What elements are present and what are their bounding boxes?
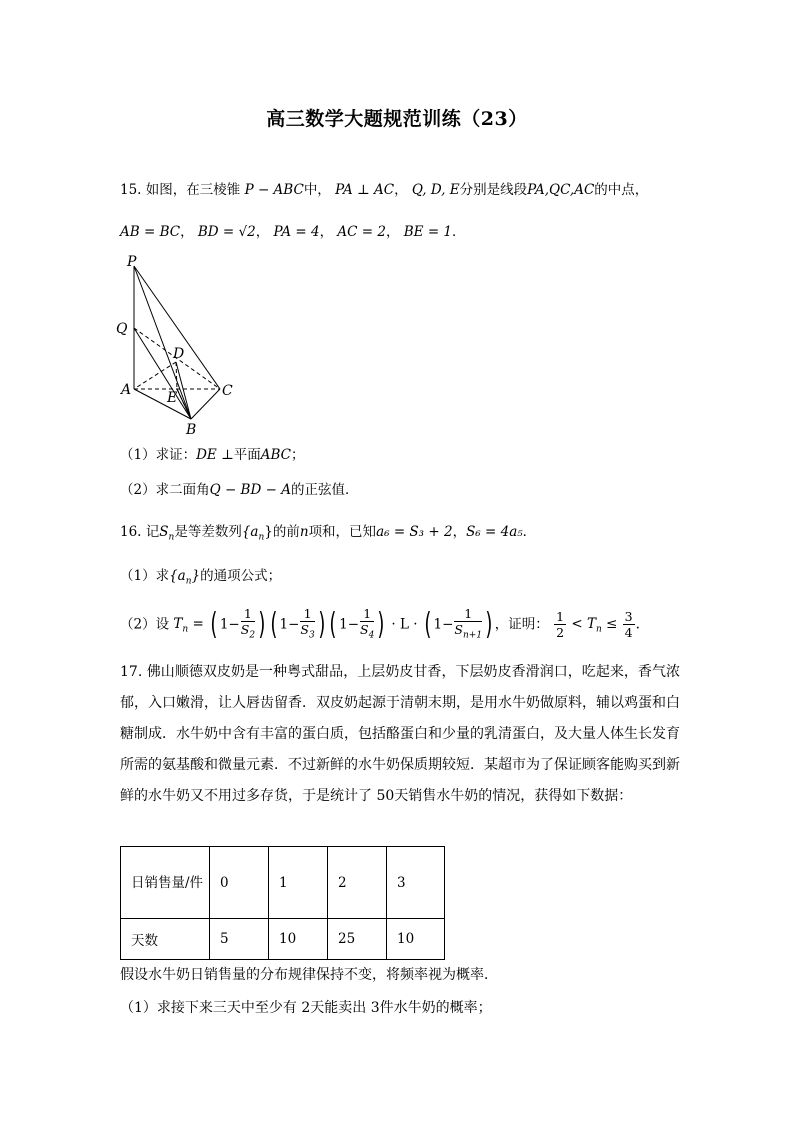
table-cell: 1 — [269, 847, 328, 919]
table-cell: 3 — [387, 847, 445, 919]
edge-BC — [191, 389, 220, 419]
label-P: P — [127, 254, 137, 270]
label-C: C — [222, 383, 233, 399]
q17-assumption: 假设水牛奶日销售量的分布规律保持不变，将频率视为概率． — [120, 967, 498, 983]
table-cell: 0 — [210, 847, 269, 919]
table-cell: 日销售量/件 — [121, 847, 210, 919]
tetrahedron-figure — [110, 252, 250, 437]
label-Q: Q — [116, 321, 128, 337]
page-title: 高三数学大题规范训练（23） — [266, 108, 528, 130]
edge-PC — [134, 266, 220, 389]
label-B: B — [186, 422, 197, 437]
table-cell: 5 — [210, 919, 269, 960]
q16-stem: 16. 记$S_n$是等差数列$\{a_n\}$的前n项和，已知a₆ = S₃ + 2，S₆ = 4a₅． — [120, 524, 537, 543]
table-row — [121, 847, 445, 919]
table-cell: 2 — [328, 847, 387, 919]
q16-part2: （2）设 $T_n$ = ( 1− $\frac{1}{S_2}$ ) ( 1− $\frac{1}{S_3}$ ) ( 1− $\frac{1}{S_4}$ ) · L · ( 1− $\frac{1}{S_{n+1}}$ ) ，证明： $\frac{1}{2}$ < $T_n$ ≤ $\frac{3}{4}$ . — [120, 606, 640, 642]
q16-part1: （1）求$\{a_n\}$的通项公式； — [120, 568, 282, 587]
label-A: A — [121, 382, 132, 398]
edge-AB — [134, 389, 191, 419]
q15-part2: （2）求二面角Q − BD − A的正弦值． — [120, 482, 359, 498]
table-row — [121, 919, 445, 960]
table-cell: 天数 — [121, 919, 210, 960]
label-E: E — [167, 390, 178, 406]
q17-paragraph: 17. 佛山顺德双皮奶是一种粤式甜品，上层奶皮甘香，下层奶皮香滑润口，吃起来，香气浓郁，入口嫩滑，让人唇齿留香．双皮奶起源于清朝末期，是用水牛奶做原料，辅以鸡蛋和白糖制成．水牛奶中含有丰富的蛋白质，包括酪蛋白和少量的乳清蛋白，及大量人体生长发育所需的氨基酸和微量元素．不过新鲜的水牛奶保质期较短．某超市为了保证顾客能购买到新鲜的水牛奶又不用过多存货，于是统计了 50天销售水牛奶的情况，获得如下数据： — [120, 664, 680, 804]
q15-stem: 15. 如图，在三棱锥 P − ABC中， PA ⊥ AC， Q, D, E分别是线段PA,QC,AC的中点， — [120, 182, 649, 198]
q15-part1: （1）求证：DE ⊥平面ABC； — [120, 447, 305, 463]
table-cell: 25 — [328, 919, 387, 960]
sales-table — [120, 846, 445, 960]
label-D: D — [173, 346, 185, 362]
table-cell: 10 — [269, 919, 328, 960]
q15-given: AB = BC， BD = √2， PA = 4， AC = 2， BE = 1． — [120, 224, 466, 240]
table-cell: 10 — [387, 919, 445, 960]
q17-part1: （1）求接下来三天中至少有 2天能卖出 3件水牛奶的概率； — [120, 1000, 492, 1016]
